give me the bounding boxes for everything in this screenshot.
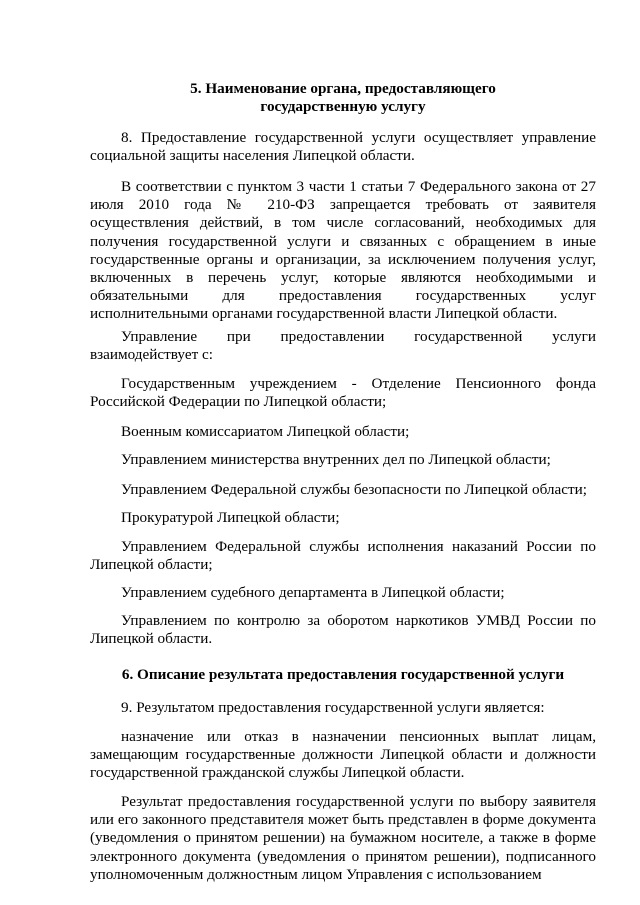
paragraph-result-types: назначение или отказ в назначении пенсионных выплат лицам, замещающим государственные должности Липецкой области и должности государственной гражданской службы Липецкой области.	[90, 728, 596, 782]
list-item-judicial-dept: Управлением судебного департамента в Липецкой области;	[121, 584, 505, 601]
list-item-penitentiary: Управлением Федеральной службы исполнения наказаний России по Липецкой области;	[90, 538, 596, 574]
paragraph-8: 8. Предоставление государственной услуги осуществляет управление социальной защиты населения Липецкой области.	[90, 129, 596, 165]
paragraph-law-reference: В соответствии с пунктом 3 части 1 статьи 7 Федерального закона от 27 июля 2010 года № 210-ФЗ запрещается требовать от заявителя осуществления действий, в том числе согласований, необходимых для получения государственной услуги и связанных с обращением в иные государственные органы и организации, за исключением получения услуг, включенных в перечень услуг, которые являются необходимыми и обязательными для предоставления государственных услуг исполнительными органами государственной власти Липецкой области.	[90, 178, 596, 323]
list-item-pension-fund: Государственным учреждением - Отделение Пенсионного фонда Российской Федерации по Липецкой области;	[90, 375, 596, 411]
paragraph-9: 9. Результатом предоставления государственной услуги является:	[121, 699, 545, 716]
paragraph-result-forms: Результат предоставления государственной услуги по выбору заявителя или его законного представителя может быть представлен в форме документа (уведомления о принятом решении) на бумажном носителе, а также в форме электронного документа (уведомления о принятом решении), подписанного уполномоченным должностным лицом Управления с использованием	[90, 793, 596, 883]
list-item-internal-affairs: Управлением министерства внутренних дел по Липецкой области;	[121, 451, 551, 468]
paragraph-interaction: Управление при предоставлении государственной услуги взаимодействует с:	[90, 328, 596, 364]
list-item-security-service: Управлением Федеральной службы безопасности по Липецкой области;	[121, 481, 587, 498]
section-5-title-line2: государственную услугу	[260, 98, 426, 115]
section-5-title-line1: 5. Наименование органа, предоставляющего	[190, 80, 496, 97]
section-6-title: 6. Описание результата предоставления государственной услуги	[121, 666, 565, 683]
list-item-prosecutor: Прокуратурой Липецкой области;	[121, 509, 340, 526]
list-item-narcotics: Управлением по контролю за оборотом наркотиков УМВД России по Липецкой области.	[90, 612, 596, 648]
list-item-military: Военным комиссариатом Липецкой области;	[121, 423, 410, 440]
